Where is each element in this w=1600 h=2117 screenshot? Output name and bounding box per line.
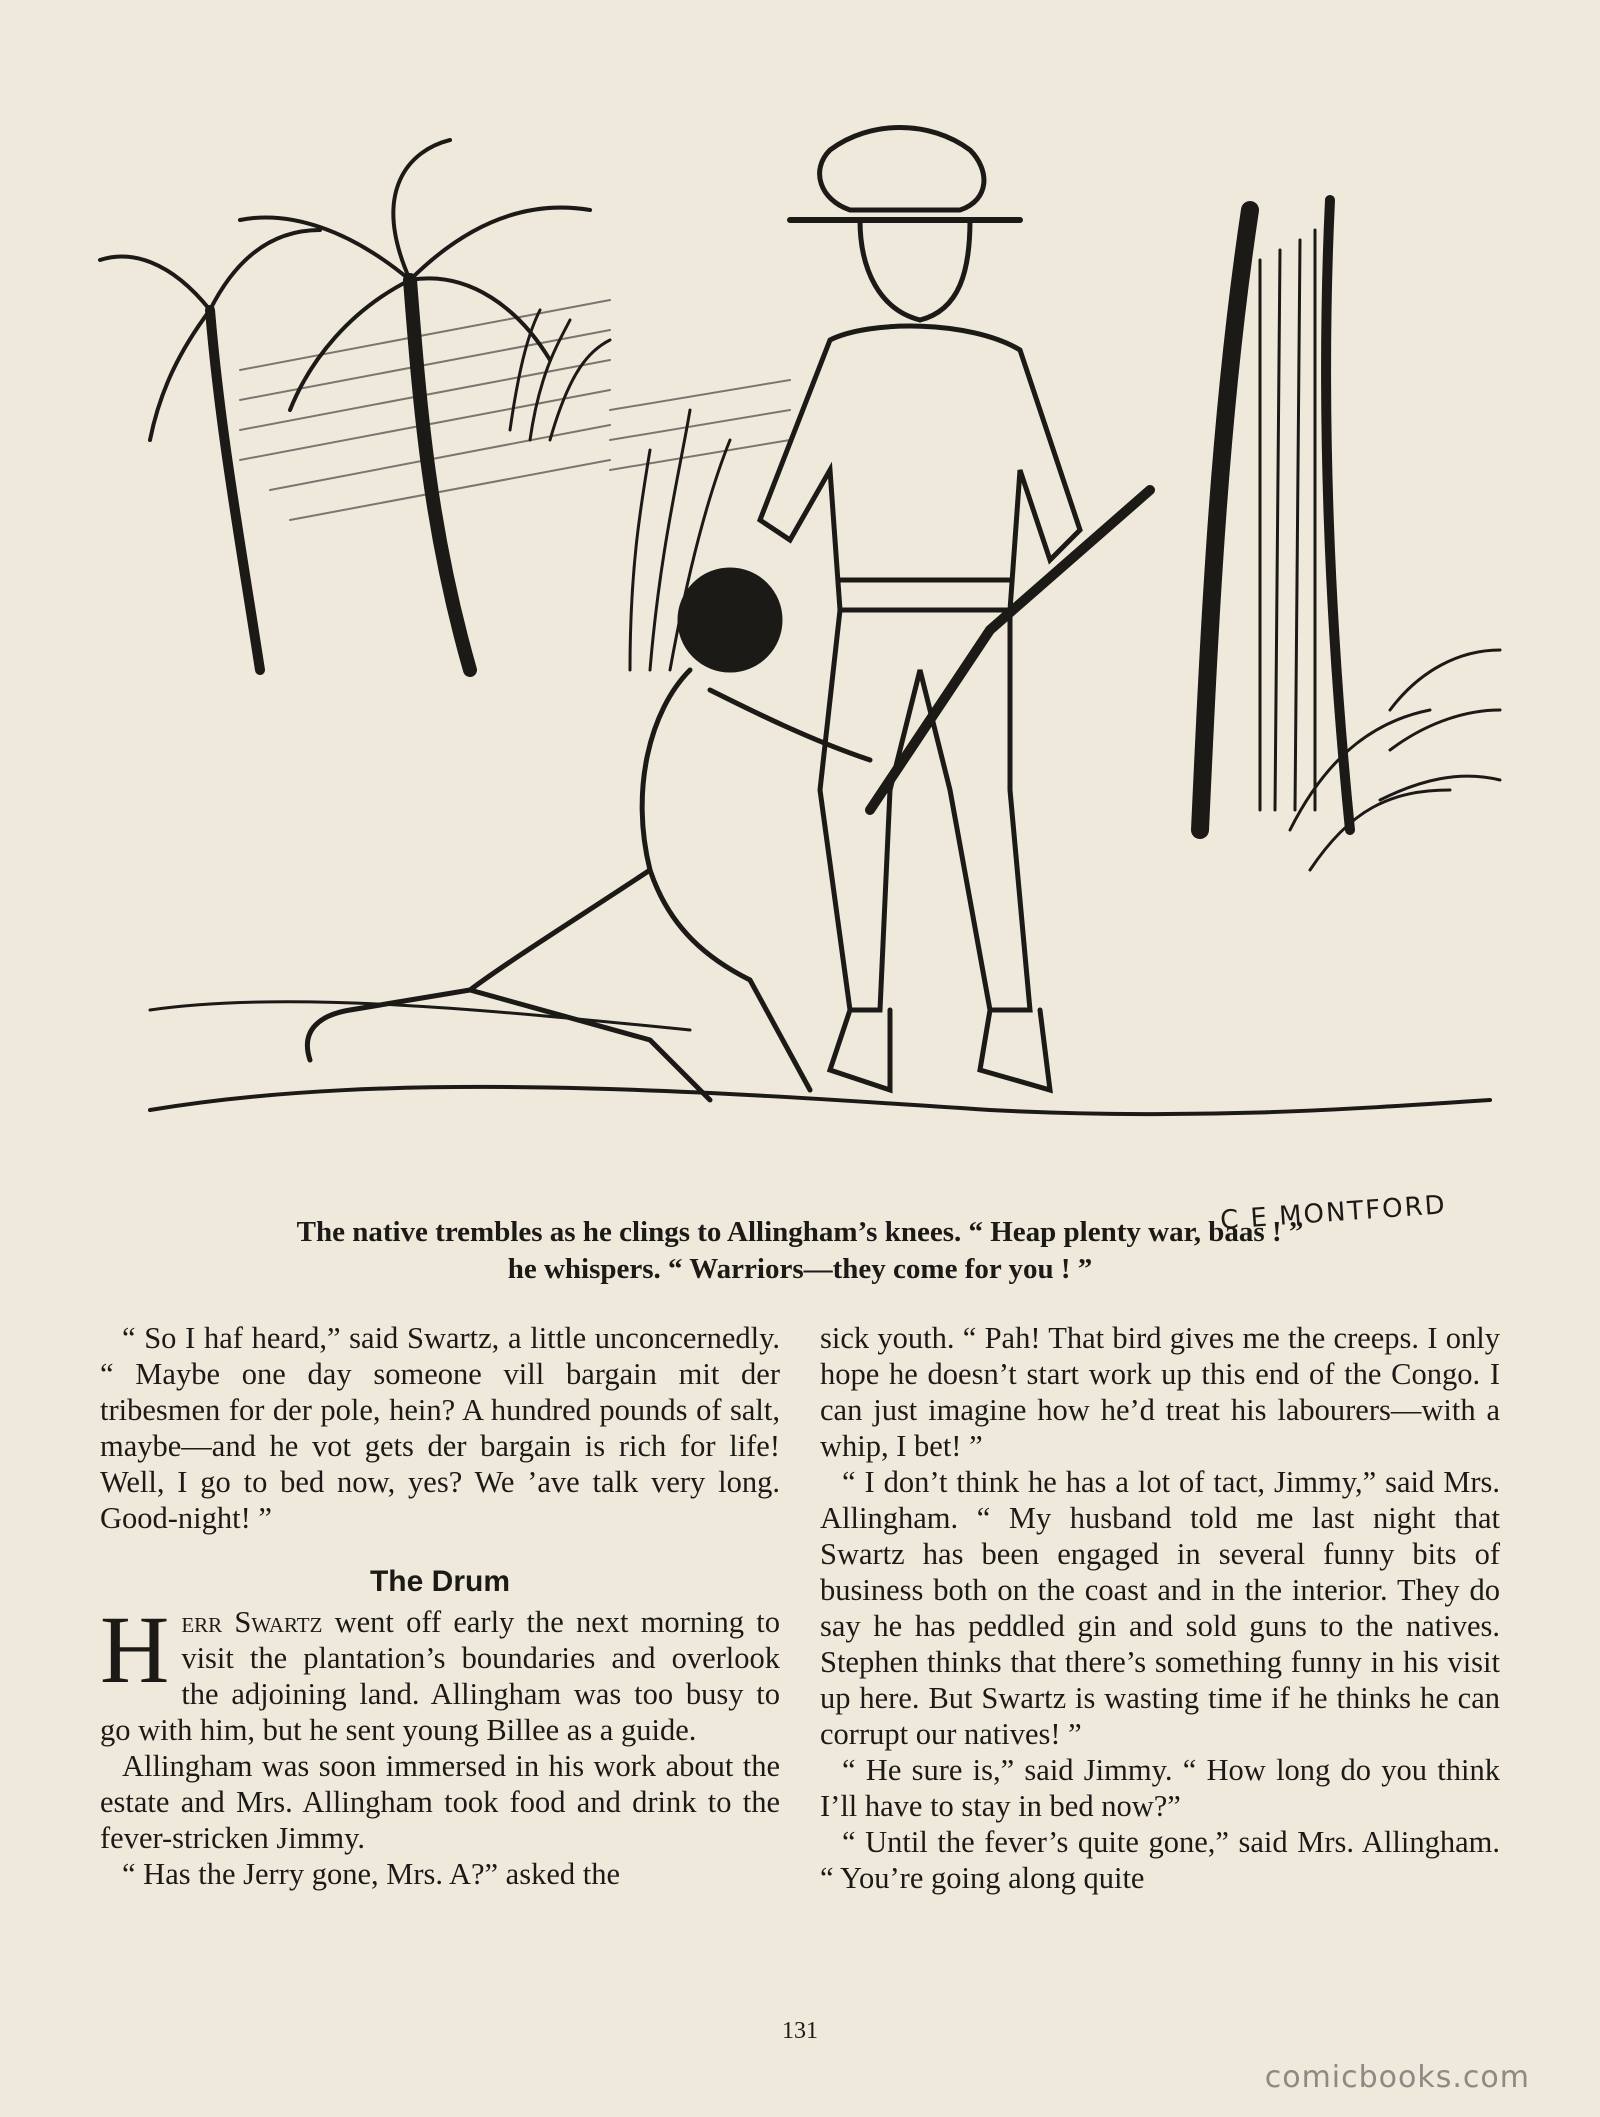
artist-signature: C E MONTFORD <box>1219 1190 1448 1236</box>
drop-cap: H <box>100 1596 170 1703</box>
caption-line-1: The native trembles as he clings to Allingham’s knees. “ Heap plenty war, baas ! ” <box>296 1216 1304 1248</box>
kneeling-native <box>307 570 870 1100</box>
paragraph: “ Until the fever’s quite gone,” said Mrs. Allingham. “ You’re going along quite <box>820 1825 1500 1895</box>
paragraph: Allingham was soon immersed in his work about the estate and Mrs. Allingham took food and drink to the fever-stricken Jimmy. <box>100 1749 780 1855</box>
tree-trunk-right <box>1200 210 1250 830</box>
watermark: comicbooks.com <box>1264 2060 1530 2095</box>
page-number: 131 <box>782 2018 818 2044</box>
sky-hatching <box>240 300 790 520</box>
paragraph-with-dropcap <box>100 1596 780 1748</box>
paragraph-text: went off early the next morning to visit the plantation’s boundaries and overlook the adjoining land. Allingham was too busy to go with him, but he sent young Billee as a guide. <box>100 1605 780 1747</box>
paragraph: “ I don’t think he has a lot of tact, Jimmy,” said Mrs. Allingham. “ My husband told me last night that Swartz has been engaged in several funny bits of business both on the coast and in the interior. They do say he has peddled gin and sold guns to the natives. Stephen thinks that there’s something funny in his visit up here. But Swartz is wasting time if he thinks he can corrupt our natives! ” <box>820 1465 1500 1751</box>
paragraph: “ He sure is,” said Jimmy. “ How long do you think I’ll have to stay in bed now?” <box>820 1753 1500 1823</box>
section-heading: The Drum <box>369 1565 510 1598</box>
standing-explorer <box>760 128 1080 1091</box>
paragraph: sick youth. “ Pah! That bird gives me the creeps. I only hope he doesn’t start work up this end of the Congo. I can just imagine how he’d treat his labourers—with a whip, I bet! ” <box>820 1321 1500 1463</box>
palm-trunk-left <box>410 280 470 670</box>
paragraph: “ So I haf heard,” said Swartz, a little unconcernedly. “ Maybe one day someone vill bargain mit der tribesmen for der pole, hein? A hundred pounds of salt, maybe—and he vot gets der bargain is rich for life! Well, I go to bed now, yes? We ’ave talk very long. Good-night! ” <box>100 1321 780 1535</box>
small-caps-lead: err Swartz <box>181 1605 323 1639</box>
illustration-drawing <box>90 110 1510 1210</box>
left-column <box>100 1320 780 1892</box>
illustration-caption <box>100 1214 1500 1288</box>
right-column <box>820 1320 1500 1896</box>
caption-line-2: he whispers. “ Warriors—they come for you ! ” <box>507 1253 1093 1285</box>
paragraph: “ Has the Jerry gone, Mrs. A?” asked the <box>122 1857 621 1891</box>
